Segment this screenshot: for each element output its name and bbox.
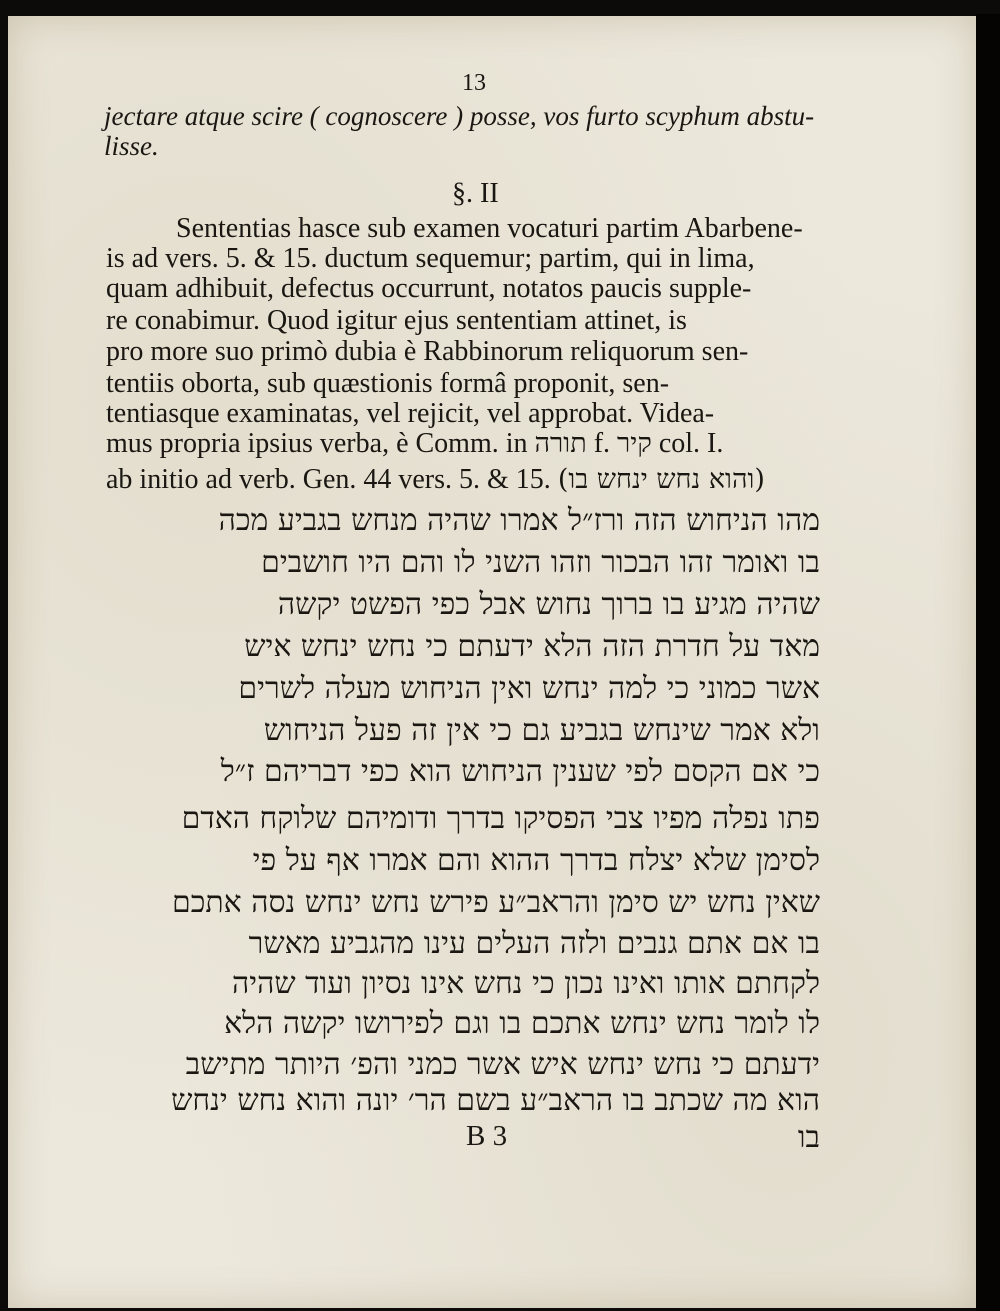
latin-line-6: tentiis oborta, sub quæstionis formâ proponit, sen- — [106, 368, 670, 399]
hebrew-line-15: הוא מה שכתב בו הראב״ע בשם הר׳ יונה והוא נחש ינחש — [171, 1083, 820, 1118]
comm-folio: קיר — [617, 428, 652, 459]
latin-line-5: pro more suo primò dubia è Rabbinorum reliquorum sen- — [106, 336, 749, 367]
comm-col: col. I. — [658, 428, 724, 459]
latin-line-8-text: mus propria ipsius verba, è Comm. in — [106, 428, 528, 459]
hebrew-line-2: בו ואומר זהו הבכור וזהו השני לו והם היו חושבים — [261, 545, 820, 580]
hebrew-line-1: מהו הניחוש הזה ורז״ל אמרו שהיה מנחש בגביע מכה — [218, 503, 820, 538]
hebrew-line-6: ולא אמר שינחש בגביע גם כי אין זה פעל הניחוש — [263, 713, 820, 748]
comm-hebrew-title: תורה — [534, 428, 587, 459]
latin-line-8 — [106, 428, 723, 460]
hebrew-line-5: אשר כמוני כי למה ינחש ואין הניחוש מעלה לשרים — [238, 671, 820, 706]
scan-border — [976, 14, 1000, 1311]
hebrew-line-11: בו אם אתם גנבים ולזה העלים עינו מהגביע מאשר — [248, 926, 820, 961]
hebrew-line-9: לסימן שלא יצלח בדרך ההוא והם אמרו אף על פי — [252, 843, 820, 878]
hebrew-line-8: פתו נפלה מפיו צבי הפסיקו בדרך ודומיהם שלוקח האדם — [181, 801, 820, 836]
hebrew-line-13: לו לומר נחש ינחש אתכם בו וגם לפירושו יקשה הלא — [224, 1006, 820, 1041]
latin-line-7: tentiasque examinatas, vel rejicit, vel approbat. Videa- — [106, 398, 715, 429]
hebrew-line-14: ידעתם כי נחש ינחש איש אשר כמני והפ׳ היותר מתישב — [185, 1047, 820, 1082]
hebrew-line-3: שהיה מגיע בו ברוך נחוש אבל כפי הפשט יקשה — [277, 587, 820, 622]
hebrew-line-4: מאד על חדרת הזה הלא ידעתם כי נחש ינחש איש — [244, 629, 820, 664]
hebrew-line-10: שאין נחש יש סימן והראב״ע פירש נחש ינחש נסה אתכם — [172, 885, 820, 920]
latin-line-3: quam adhibuit, defectus occurrunt, notatos paucis supple- — [106, 273, 752, 304]
latin-line-2: is ad vers. 5. & 15. ductum sequemur; partim, qui in lima, — [106, 243, 755, 274]
italic-line-2: lisse. — [104, 131, 159, 161]
page-number: 13 — [462, 70, 486, 96]
italic-line-1: jectare atque scire ( cognoscere ) posse, vos furto scyphum abstu- — [104, 101, 815, 131]
latin-line-4: re conabimur. Quod igitur ejus sententiam attinet, is — [106, 305, 687, 336]
genesis-reference-line — [106, 464, 765, 496]
hebrew-line-7: כי אם הקסם לפי שענין הניחוש הוא כפי דבריהם ז״ל — [220, 754, 820, 789]
hebrew-line-12: לקחתם אותו ואינו נכון כי נחש אינו נסיון ועוד שהיה — [231, 966, 820, 1001]
catchword: בו — [797, 1120, 820, 1155]
comm-ref: f. — [593, 428, 611, 459]
latin-line-1: Sententias hasce sub examen vocaturi partim Abarbene- — [176, 213, 803, 244]
genesis-reference-latin: ab initio ad verb. Gen. 44 vers. 5. & 15. — [106, 464, 551, 495]
signature-mark: B 3 — [466, 1120, 508, 1152]
genesis-reference-hebrew: (והוא נחש ינחש בו) — [557, 464, 765, 495]
section-heading: §. II — [452, 178, 499, 209]
